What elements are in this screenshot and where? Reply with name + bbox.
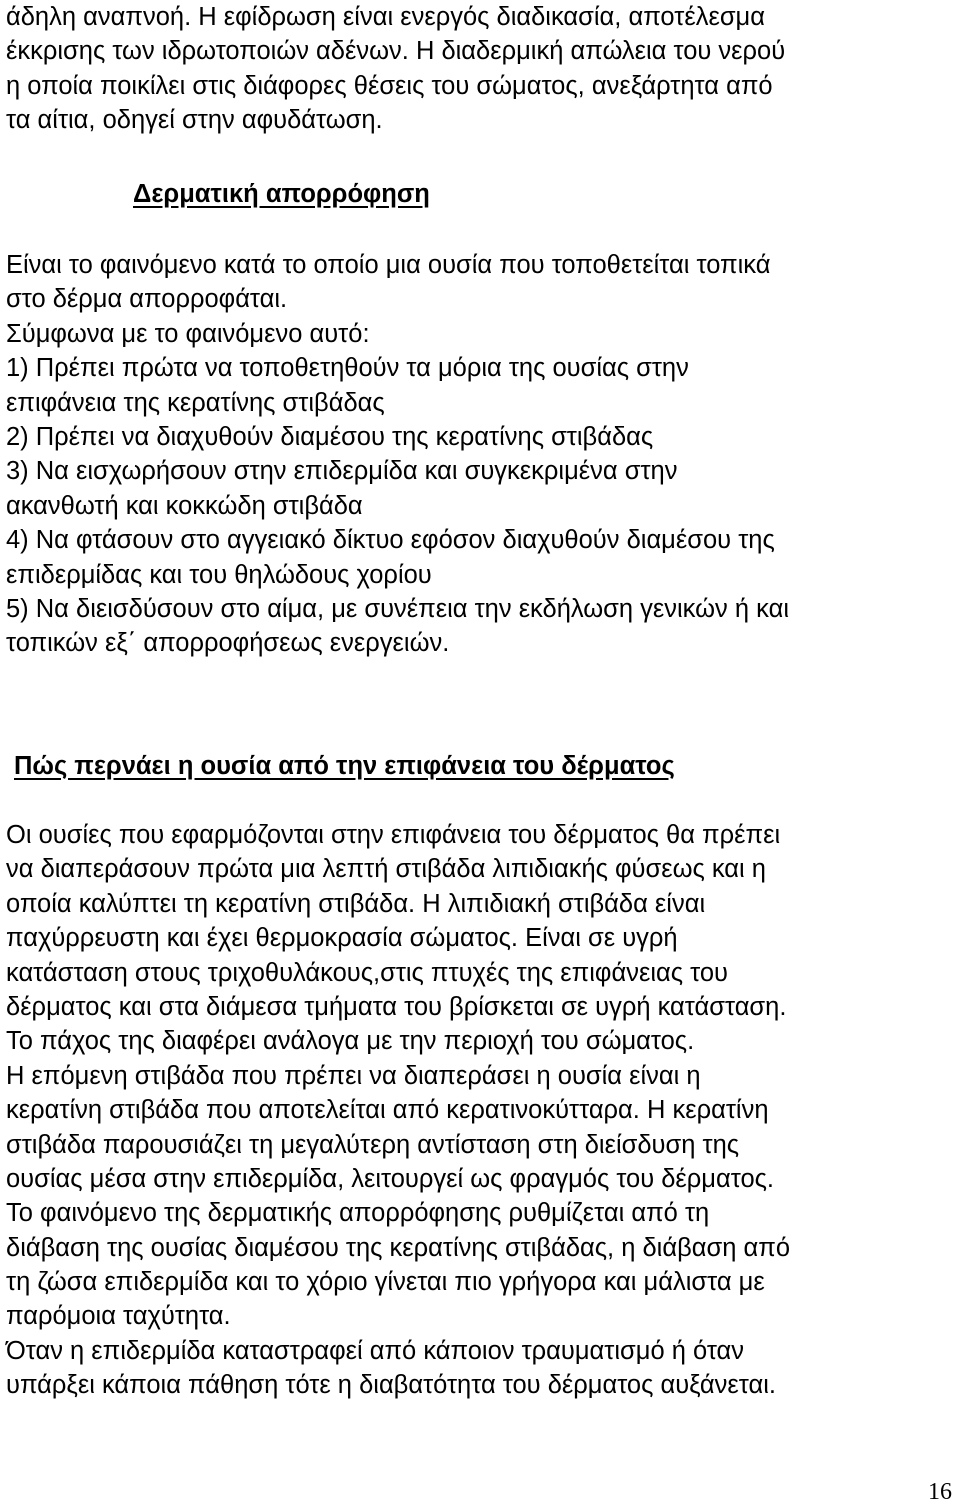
text-line: Η επόμενη στιβάδα που πρέπει να διαπεράσει η ουσία είναι η bbox=[6, 1061, 701, 1090]
section2-paragraph bbox=[6, 818, 954, 1403]
text-line: στιβάδα παρουσιάζει τη μεγαλύτερη αντίσταση στη διείσδυση της bbox=[6, 1130, 740, 1159]
text-line: Το πάχος της διαφέρει ανάλογα με την περιοχή του σώματος. bbox=[6, 1027, 695, 1056]
text-line: 3) Να εισχωρήσουν στην επιδερμίδα και συγκεκριμένα στην bbox=[6, 457, 678, 486]
text-line: στο δέρμα απορροφάται. bbox=[6, 285, 288, 314]
text-line: να διαπεράσουν πρώτα μια λεπτή στιβάδα λιπιδιακής φύσεως και η bbox=[6, 855, 766, 884]
section1-paragraph bbox=[6, 248, 954, 661]
text-line: τη ζώσα επιδερμίδα και το χόριο γίνεται πιο γρήγορα και μάλιστα με bbox=[6, 1268, 765, 1297]
text-line: 4) Να φτάσουν στο αγγειακό δίκτυο εφόσον διαχυθούν διαμέσου της bbox=[6, 526, 775, 555]
text-line: κατάσταση στους τριχοθυλάκους,στις πτυχές της επιφάνειας του bbox=[6, 958, 728, 987]
text-line: Όταν η επιδερμίδα καταστραφεί από κάποιον τραυματισμό ή όταν bbox=[6, 1336, 745, 1365]
text-line: τα αίτια, οδηγεί στην αφυδάτωση. bbox=[6, 106, 383, 135]
text-line: η οποία ποικίλει στις διάφορες θέσεις του σώματος, ανεξάρτητα από bbox=[6, 71, 773, 100]
text-line: 5) Να διεισδύσουν στο αίμα, με συνέπεια την εκδήλωση γενικών ή και bbox=[6, 594, 789, 623]
text-line: δέρματος και στα διάμεσα τμήματα του βρίσκεται σε υγρή κατάσταση. bbox=[6, 992, 787, 1021]
text-line: Είναι το φαινόμενο κατά το οποίο μια ουσία που τοποθετείται τοπικά bbox=[6, 251, 771, 279]
text-line: έκκρισης των ιδρωτοποιών αδένων. Η διαδερμική απώλεια του νερού bbox=[6, 37, 786, 66]
text-line: επιδερμίδας και του θηλώδους χορίου bbox=[6, 560, 432, 589]
text-line: υπάρξει κάποια πάθηση τότε η διαβατότητα του δέρματος αυξάνεται. bbox=[6, 1371, 776, 1400]
text-line: οποία καλύπτει τη κερατίνη στιβάδα. Η λιπιδιακή στιβάδα είναι bbox=[6, 889, 706, 918]
text-line: άδηλη αναπνοή. Η εφίδρωση είναι ενεργός διαδικασία, αποτέλεσμα bbox=[6, 3, 765, 31]
section-heading-skin-surface-passage: Πώς περνάει η ουσία από την επιφάνεια του δέρματος bbox=[14, 752, 675, 780]
text-line: διάβαση της ουσίας διαμέσου της κερατίνης στιβάδας, η διάβαση από bbox=[6, 1233, 791, 1262]
text-line: κερατίνη στιβάδα που αποτελείται από κερατινοκύτταρα. Η κερατίνη bbox=[6, 1096, 769, 1125]
text-line: ουσίας μέσα στην επιδερμίδα, λειτουργεί ως φραγμός του δέρματος. bbox=[6, 1164, 775, 1193]
text-line: ακανθωτή και κοκκώδη στιβάδα bbox=[6, 491, 363, 520]
text-line: Σύμφωνα με το φαινόμενο αυτό: bbox=[6, 319, 370, 348]
text-line: επιφάνεια της κερατίνης στιβάδας bbox=[6, 388, 385, 417]
intro-paragraph bbox=[6, 0, 954, 138]
section-heading-dermal-absorption: Δερματική απορρόφηση bbox=[133, 180, 430, 208]
text-line: παχύρρευστη και έχει θερμοκρασία σώματος. Είναι σε υγρή bbox=[6, 924, 678, 953]
text-line: Το φαινόμενο της δερματικής απορρόφησης ρυθμίζεται από τη bbox=[6, 1199, 710, 1228]
text-line: Οι ουσίες που εφαρμόζονται στην επιφάνεια του δέρματος θα πρέπει bbox=[6, 821, 781, 849]
page-number: 16 bbox=[928, 1479, 952, 1505]
text-line: 2) Πρέπει να διαχυθούν διαμέσου της κερατίνης στιβάδας bbox=[6, 422, 654, 451]
text-line: παρόμοια ταχύτητα. bbox=[6, 1302, 231, 1331]
text-line: τοπικών εξ΄ απορροφήσεως ενεργειών. bbox=[6, 629, 450, 658]
text-line: 1) Πρέπει πρώτα να τοποθετηθούν τα μόρια της ουσίας στην bbox=[6, 354, 689, 383]
